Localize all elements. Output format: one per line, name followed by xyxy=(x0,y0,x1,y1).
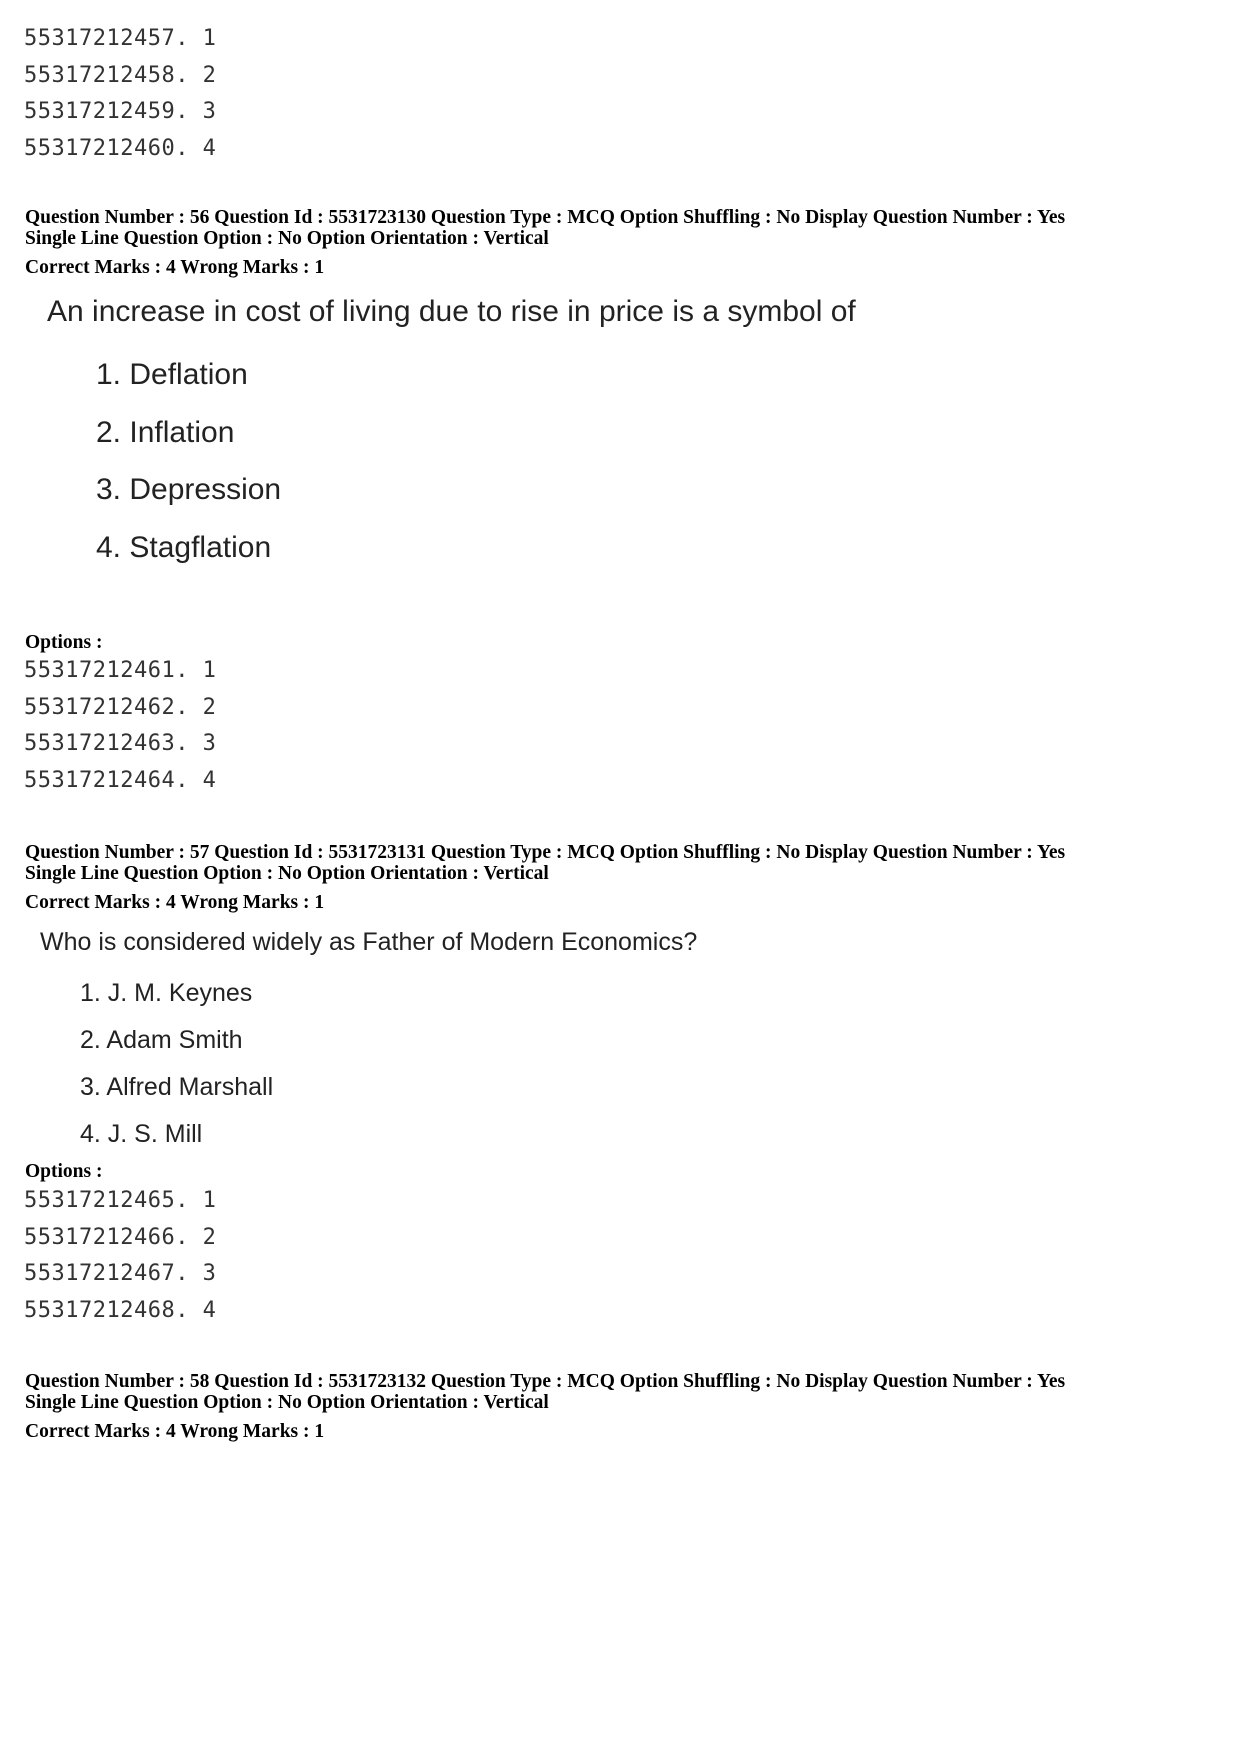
question-meta-line: Question Number : 58 Question Id : 5531723132 Question Type : MCQ Option Shuffling : No Display Question Number : Yes xyxy=(25,1371,1066,1392)
option-code: 55317212467. 3 xyxy=(24,1261,217,1286)
choice-item: 4. Stagflation xyxy=(96,530,272,564)
question-marks: Correct Marks : 4 Wrong Marks : 1 xyxy=(25,892,325,913)
option-code: 55317212459. 3 xyxy=(24,99,217,124)
choice-item: 2. Inflation xyxy=(96,415,235,449)
question-meta-line: Single Line Question Option : No Option Orientation : Vertical xyxy=(25,1392,549,1413)
option-code: 55317212460. 4 xyxy=(24,135,217,161)
option-code: 55317212461. 1 xyxy=(24,658,217,683)
option-code: 55317212464. 4 xyxy=(24,767,217,793)
question-marks: Correct Marks : 4 Wrong Marks : 1 xyxy=(25,257,325,278)
options-label: Options : xyxy=(25,632,103,653)
question-choices xyxy=(80,970,800,1158)
choice-item: 1. Deflation xyxy=(96,358,248,391)
choice-item: 3. Alfred Marshall xyxy=(80,1073,274,1101)
choice-item: 3. Depression xyxy=(96,473,282,506)
question-stem: Who is considered widely as Father of Modern Economics? xyxy=(40,928,698,956)
choice-item: 1. J. M. Keynes xyxy=(80,979,253,1007)
question-meta-line: Question Number : 57 Question Id : 5531723131 Question Type : MCQ Option Shuffling : No Display Question Number : Yes xyxy=(25,842,1066,863)
choice-item: 4. J. S. Mill xyxy=(80,1120,203,1148)
question-57-options xyxy=(24,1183,216,1329)
question-57-body xyxy=(40,924,800,1158)
question-56-body xyxy=(47,290,927,576)
previous-question-options xyxy=(24,21,216,167)
choice-item: 2. Adam Smith xyxy=(80,1026,243,1054)
question-56-meta xyxy=(25,207,1065,278)
question-choices xyxy=(96,346,927,576)
option-code: 55317212458. 2 xyxy=(24,62,217,88)
option-code: 55317212465. 1 xyxy=(24,1188,217,1213)
option-code: 55317212462. 2 xyxy=(24,694,217,720)
option-code: 55317212468. 4 xyxy=(24,1297,217,1323)
question-56-options xyxy=(24,653,216,799)
question-marks: Correct Marks : 4 Wrong Marks : 1 xyxy=(25,1421,325,1442)
option-code: 55317212463. 3 xyxy=(24,731,217,756)
option-code: 55317212457. 1 xyxy=(24,26,217,51)
options-label: Options : xyxy=(25,1161,103,1182)
question-stem: An increase in cost of living due to rise in price is a symbol of xyxy=(47,295,856,328)
question-meta-line: Single Line Question Option : No Option Orientation : Vertical xyxy=(25,863,549,884)
question-57-meta xyxy=(25,842,1065,913)
question-meta-line: Question Number : 56 Question Id : 5531723130 Question Type : MCQ Option Shuffling : No Display Question Number : Yes xyxy=(25,207,1066,228)
option-code: 55317212466. 2 xyxy=(24,1224,217,1250)
question-meta-line: Single Line Question Option : No Option Orientation : Vertical xyxy=(25,228,549,249)
question-58-meta xyxy=(25,1371,1065,1442)
